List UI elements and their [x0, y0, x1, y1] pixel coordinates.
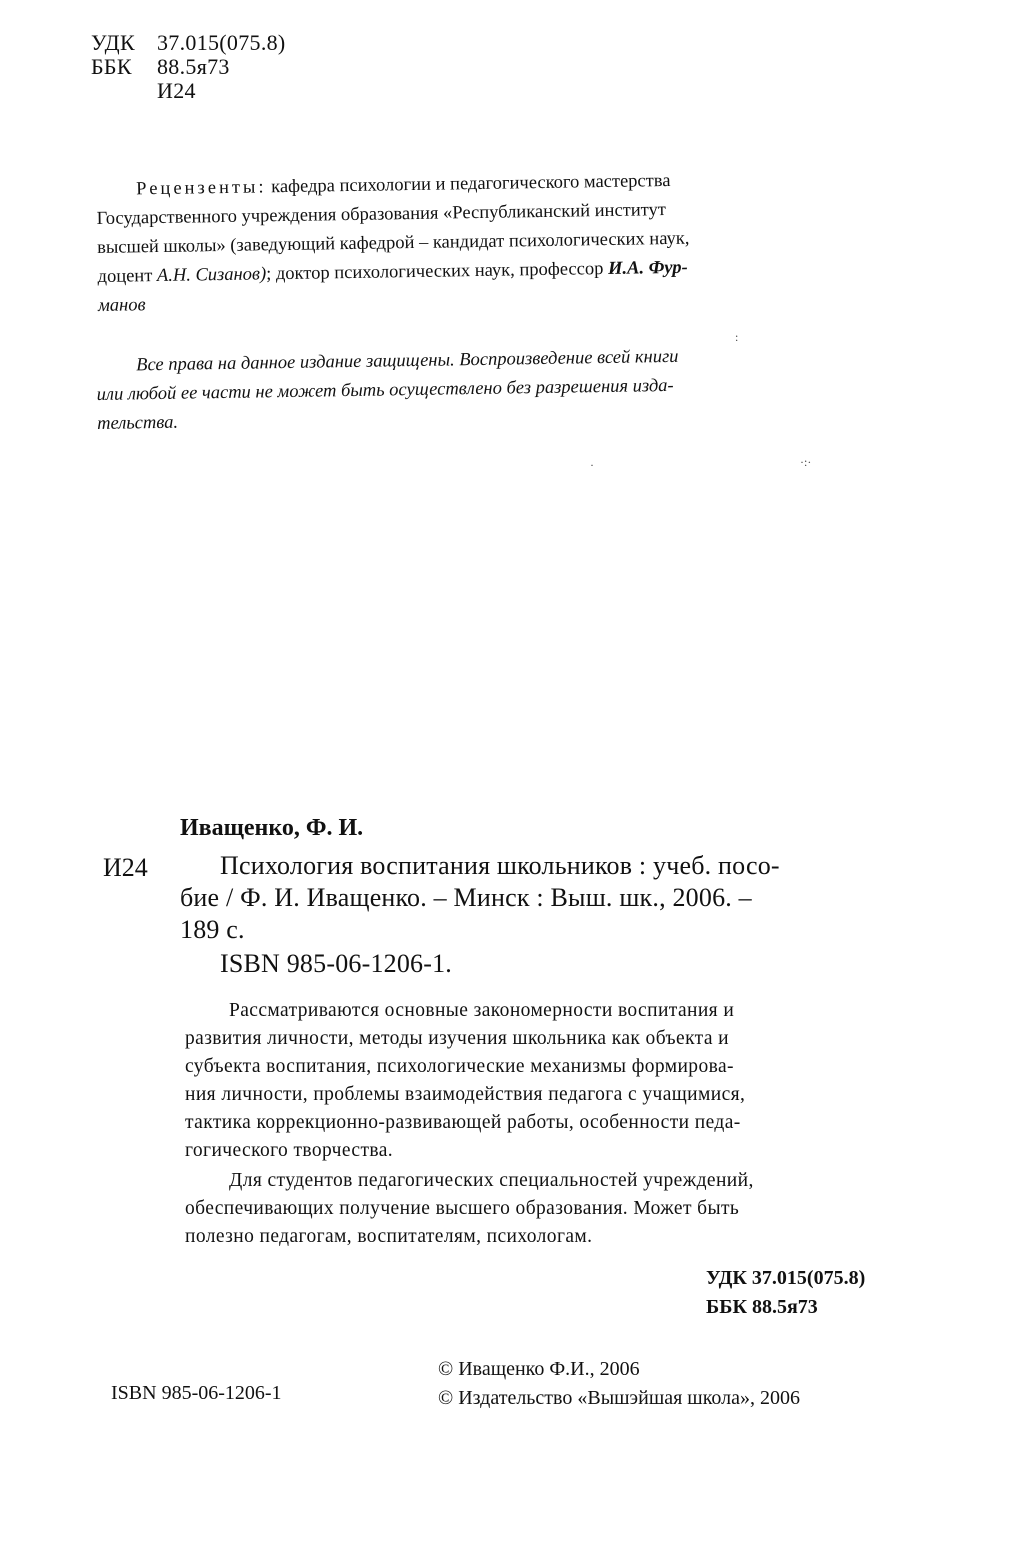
- bbk-label: ББК: [91, 54, 132, 79]
- scan-speck: ·:·: [800, 455, 812, 469]
- reviewers-line-3: высшей школы» (заведующий кафедрой – кандидат психологических наук,: [96, 228, 690, 258]
- udk-top: [91, 31, 286, 55]
- rights-line-3: тельства.: [96, 412, 179, 434]
- biblio-line-3: 189 с.: [180, 915, 245, 944]
- udk-label: УДК: [91, 30, 135, 55]
- annotation: [185, 997, 920, 1251]
- author-mark-top: И24: [157, 78, 196, 103]
- biblio-line-1: Психология воспитания школьников : учеб. посо-: [220, 851, 780, 880]
- bbk-top: [91, 55, 230, 79]
- copyright-publisher: © Издательство «Вышэйшая школа», 2006: [438, 1387, 800, 1409]
- bbk-value: 88.5я73: [157, 54, 230, 79]
- annotation-line: Рассматриваются основные закономерности воспитания и: [229, 1000, 735, 1021]
- scan-speck: ·: [590, 458, 594, 472]
- audience-line: Для студентов педагогических специальностей учреждений,: [229, 1170, 754, 1191]
- reviewer-name-2: И.А. Фур-: [607, 257, 688, 279]
- reviewers-line-4b: ; доктор психологических наук, профессор: [266, 258, 609, 285]
- rights-line-2: или любой ее части не может быть осуществлено без разрешения изда-: [96, 375, 674, 405]
- annotation-line: тактика коррекционно-развивающей работы, особенности педа-: [185, 1112, 741, 1133]
- annotation-line: ния личности, проблемы взаимодействия педагога с учащимися,: [185, 1084, 746, 1105]
- book-author: Иващенко, Ф. И.: [180, 815, 364, 841]
- audience-line: полезно педагогам, воспитателям, психологам.: [185, 1226, 593, 1247]
- annotation-line: развития личности, методы изучения школьника как объекта и: [185, 1028, 730, 1049]
- rights-block: [96, 339, 917, 439]
- udk-bottom: УДК 37.015(075.8): [706, 1267, 866, 1289]
- udk-value: 37.015(075.8): [157, 30, 286, 55]
- isbn: ISBN 985-06-1206-1: [111, 1382, 282, 1404]
- bbk-bottom: ББК 88.5я73: [706, 1296, 818, 1318]
- reviewers-block: [96, 163, 918, 321]
- bottom-codes: [706, 1264, 865, 1322]
- annotation-line: гогического творчества.: [185, 1140, 394, 1161]
- rights-line-1: Все права на данное издание защищены. Воспроизведение всей книги: [136, 346, 679, 376]
- copyright-block: [438, 1355, 800, 1413]
- audience-line: обеспечивающих получение высшего образования. Может быть: [185, 1198, 740, 1219]
- reviewer-name-1: А.Н. Сизанов): [156, 264, 267, 287]
- reviewers-line-2: Государственного учреждения образования «Республиканский институт: [96, 200, 667, 229]
- bibliographic-description: [180, 850, 780, 980]
- reviewers-line-4a: доцент: [97, 266, 158, 287]
- scan-speck: :: [735, 330, 739, 344]
- annotation-line: субъекта воспитания, психологические механизмы формирова-: [185, 1056, 734, 1077]
- reviewers-line-5: манов: [97, 295, 146, 316]
- author-mark: И24: [103, 853, 148, 882]
- copyright-author: © Иващенко Ф.И., 2006: [438, 1358, 640, 1380]
- reviewers-label: Рецензенты:: [136, 177, 267, 200]
- biblio-line-2: бие / Ф. И. Иващенко. – Минск : Выш. шк., 2006. –: [180, 883, 752, 912]
- reviewers-line-1: кафедра психологии и педагогического мастерства: [271, 170, 671, 198]
- biblio-isbn: ISBN 985-06-1206-1.: [220, 949, 453, 978]
